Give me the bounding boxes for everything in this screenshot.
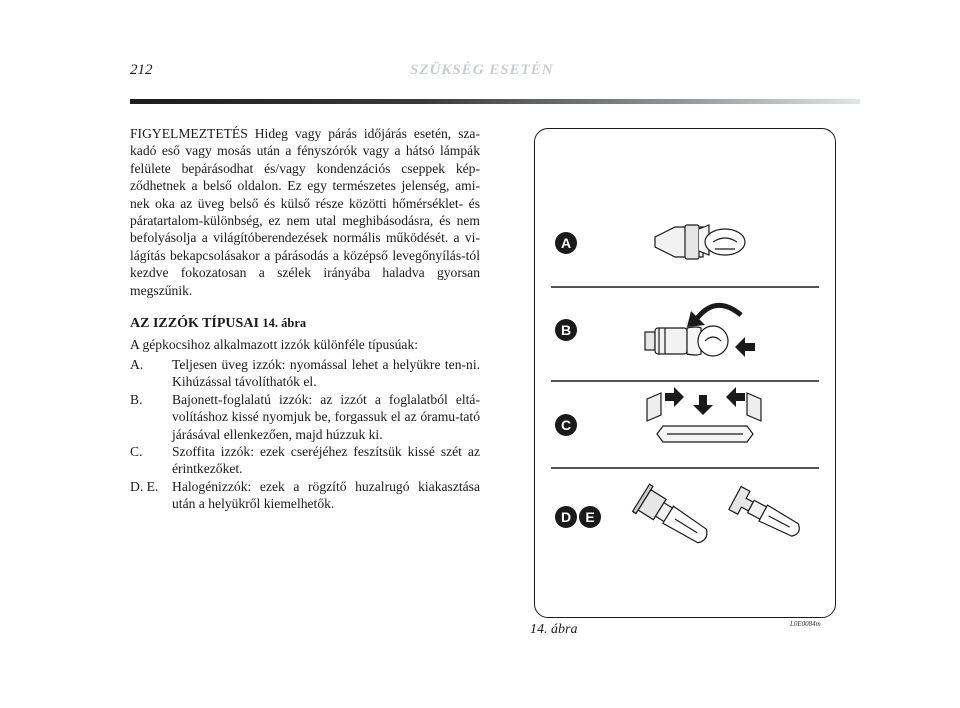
warning-paragraph: FIGYELMEZTETÉS Hideg vagy párás időjárás esetén, sza-kadó eső vagy mosás után a fényszórók vagy a hátsó lámpák felülete bepárásodhat és/vagy kondenzációs cseppek kép-ződhetnek a belső oldalon. Ez egy természetes jelenség, ami-nek oka az üveg belső és külső része közötti hőmérséklet- és páratartalom-különbség, ez nem utal meghibásodásra, és nem befolyásolja a világítóberendezések normális működését. a vi-lágítás bekapcsolásakor a párásodás a középső levegőnyílás-tól kezdve fokozatosan a szélek irányába haladva gyorsan megszűnik. (130, 126, 480, 298)
panel-de (555, 484, 805, 551)
push-arrow-icon (735, 337, 755, 357)
panel-b (555, 305, 755, 357)
list-item-key: C. (130, 443, 143, 459)
page-number: 212 (130, 62, 153, 78)
list-item-key: D. E. (130, 478, 159, 494)
section-heading-figure-ref: 14. ábra (262, 316, 307, 331)
figure-caption: 14. ábra (530, 622, 578, 637)
spread-right-arrow-icon (726, 387, 745, 407)
section-heading (130, 315, 480, 332)
label-e: E (585, 509, 595, 525)
bulb-illustration (535, 129, 835, 617)
rotate-arrow-icon (695, 305, 741, 321)
down-arrow-icon (693, 395, 713, 415)
spread-left-arrow-icon (665, 387, 684, 407)
panel-a (555, 225, 745, 259)
wedge-bulb-icon (655, 225, 745, 259)
list-item-a (130, 356, 480, 391)
label-b: B (560, 322, 572, 338)
label-c: C (560, 417, 572, 433)
halogen-bulb-d-icon (633, 484, 714, 551)
section-heading-text: AZ IZZÓK TÍPUSAI (130, 316, 259, 332)
bulb-types-figure (534, 128, 836, 618)
list-item-text: Szoffita izzók: ezek cseréjéhez feszítsük kissé szét az érintkezőket. (172, 443, 480, 477)
label-a: A (560, 235, 572, 251)
list-item-key: A. (130, 356, 144, 372)
chapter-title: SZÜKSÉG ESETÉN (410, 62, 554, 78)
list-item-key: B. (130, 391, 143, 407)
header-rule (130, 99, 860, 104)
list-item-c (130, 443, 480, 478)
bayonet-bulb-icon (645, 326, 728, 356)
list-item-text: Halogénizzók: ezek a rögzítő huzalrugó kiakasztása után a helyükről kiemelhetők. (172, 478, 480, 512)
section-intro: A gépkocsihoz alkalmazott izzók különféle típusúak: (130, 337, 419, 353)
label-d: D (560, 509, 572, 525)
list-item-de (130, 478, 480, 513)
list-item-text: Bajonett-foglalatú izzók: az izzót a foglalatból eltá-volításhoz kissé nyomjuk be, forgassuk el az óramu-tató járásával ellenkezően, majd húzzuk ki. (172, 391, 480, 442)
text-column (130, 125, 480, 513)
figure-code: L0E0084m (790, 620, 821, 628)
halogen-bulb-e-icon (729, 487, 805, 544)
panel-c (555, 387, 761, 442)
list-item-text: Teljesen üveg izzók: nyomással lehet a helyükre ten-ni. Kihúzással távolíthatók el. (172, 356, 480, 390)
list-item-b (130, 391, 480, 443)
